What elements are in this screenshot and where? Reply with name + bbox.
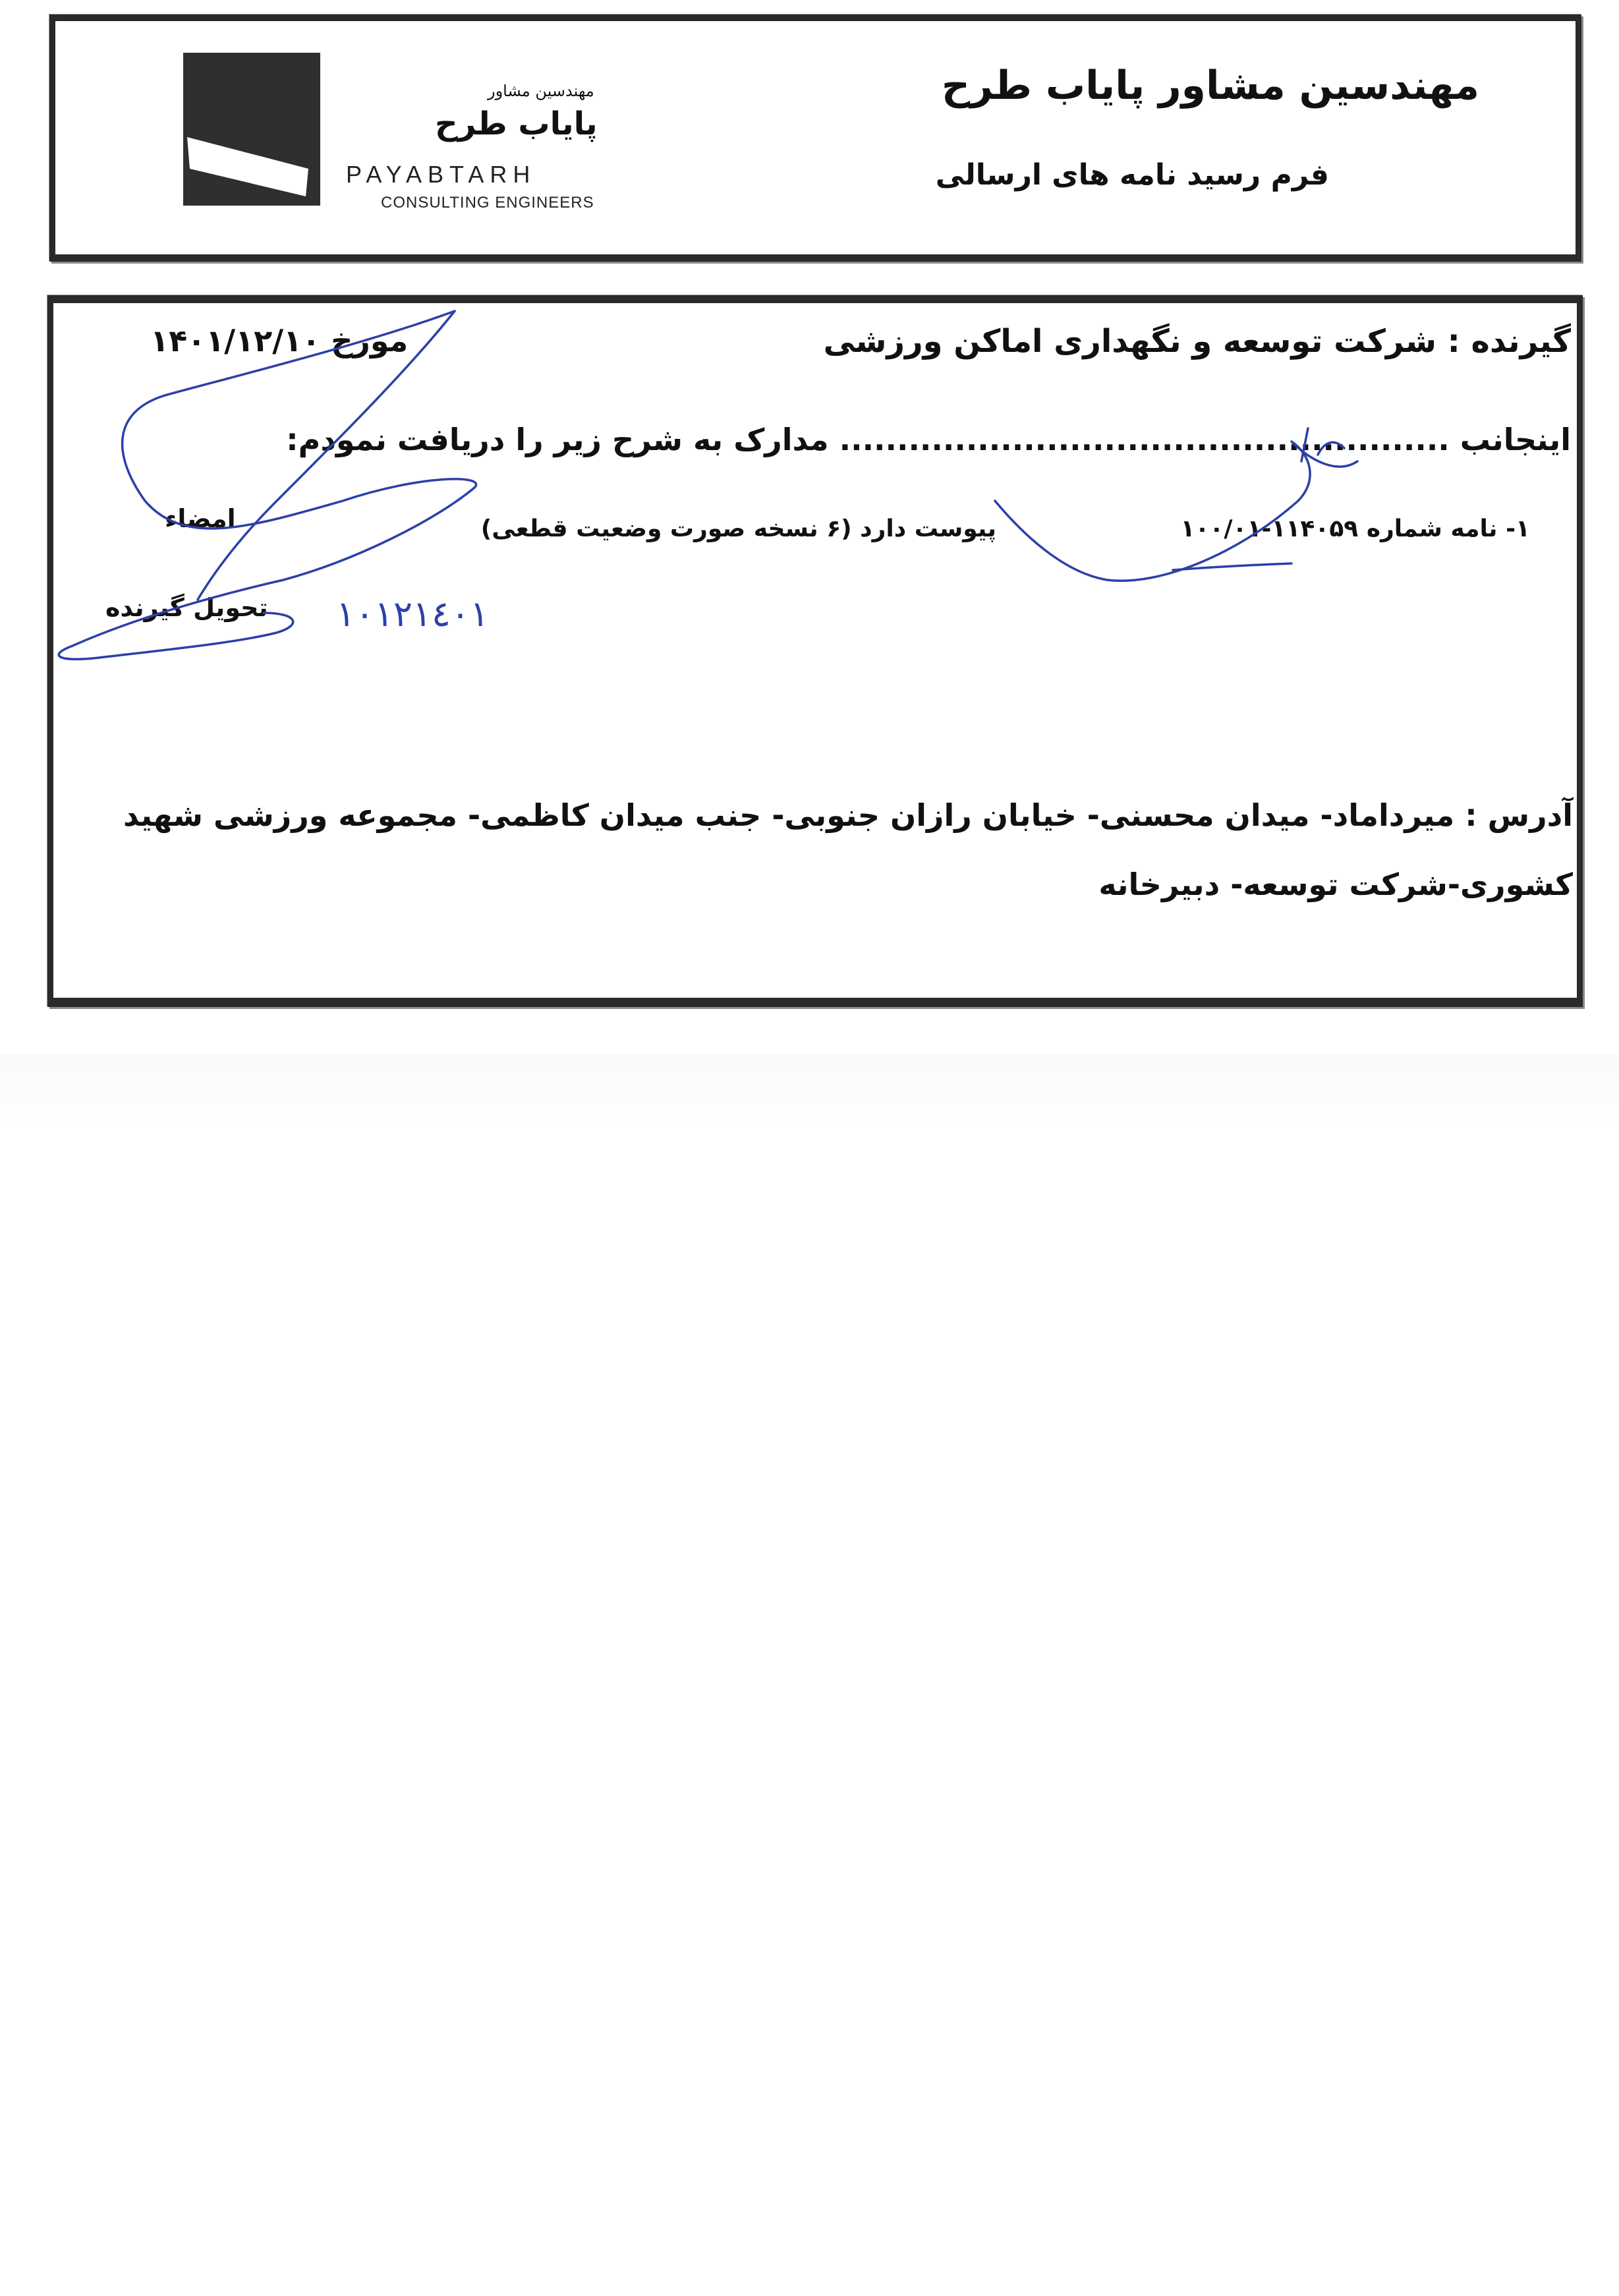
receipt-statement: اینجانب ..................................................... مدارک به شرح زیر را دریافت نمودم:: [286, 422, 1571, 457]
address-line-1: آدرس : میرداماد- میدان محسنی- خیابان رازان جنوبی- جنب میدان کاظمی- مجموعه ورزشی شهید: [123, 797, 1573, 833]
scan-shade: [0, 1054, 1619, 1134]
delivery-recipient-label: تحویل گیرنده: [105, 593, 268, 622]
attachment-note: پیوست دارد (۶ نسخه صورت وضعیت قطعی): [480, 515, 996, 542]
firm-name-heading: مهندسین مشاور پایاب طرح: [941, 63, 1479, 109]
recipient-line: گیرنده : شرکت توسعه و نگهداری اماکن ورزشی: [823, 323, 1571, 360]
form-title: فرم رسید نامه های ارسالی: [935, 158, 1329, 192]
logo-mark-graphic: [183, 53, 320, 206]
address-line-2: کشوری-شرکت توسعه- دبیرخانه: [1098, 867, 1573, 902]
document-item-line: ۱- نامه شماره ۱۱۴۰۵۹-۱۰۰/۰۱: [1180, 515, 1530, 542]
date-line: مورخ ۱۴۰۱/۱۲/۱۰: [150, 323, 409, 359]
logo-english-subtitle: CONSULTING ENGINEERS: [381, 194, 594, 212]
payabtarh-logo-mark-icon: [183, 53, 320, 206]
logo-english-name: PAYABTARH: [346, 161, 536, 188]
logo-persian-subtitle: مهندسین مشاور: [488, 82, 594, 100]
signature-label: امضاء: [165, 504, 236, 533]
handwritten-date-note: ١٠١٢١٤٠١: [336, 593, 490, 635]
logo-persian-name: پایاب طرح: [435, 105, 598, 142]
